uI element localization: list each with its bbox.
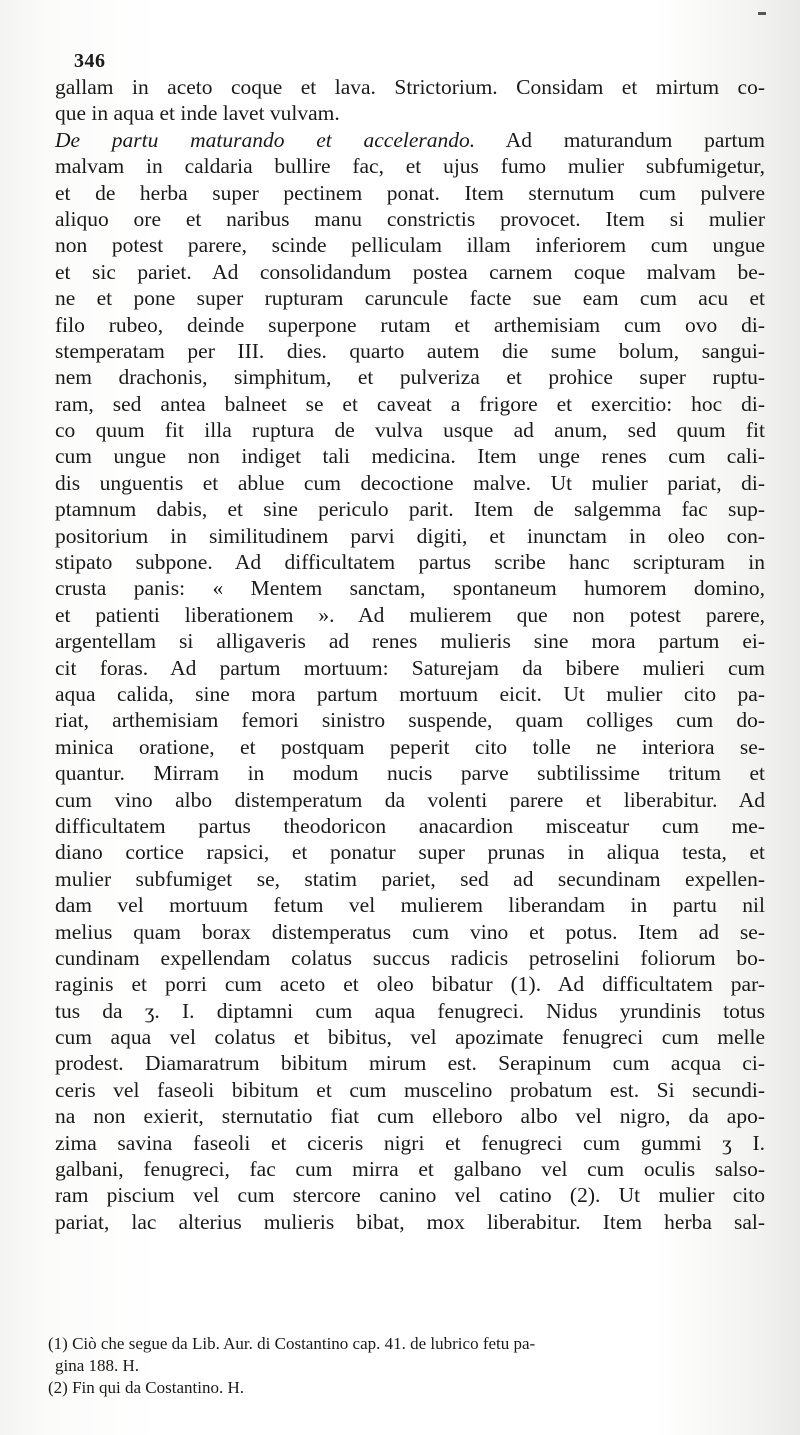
text-line: cit foras. Ad partum mortuum: Saturejam da bibere mulieri cum <box>55 655 765 680</box>
footnote-1-continued: gina 188. H. <box>55 1356 140 1375</box>
text-line: na non exierit, sternutatio fiat cum elleboro albo vel nigro, da apo- <box>55 1104 765 1129</box>
text-line: minica oratione, et postquam peperit cito tolle ne interiora se- <box>55 734 765 759</box>
text-line: malvam in caldaria bullire fac, et ujus fumo mulier subfumigetur, <box>55 154 765 179</box>
text-line: et sic pariet. Ad consolidandum postea carnem coque malvam be- <box>55 259 765 284</box>
text-line: aliquo ore et naribus manu constrictis provocet. Item si mulier <box>55 206 765 231</box>
text-line: stemperatam per III. dies. quarto autem die sume bolum, sangui- <box>55 338 765 363</box>
text-line: tus da ʒ. I. diptamni cum aqua fenugreci. Nidus yrundinis totus <box>55 998 765 1023</box>
text-line: melius quam borax distemperatus cum vino et potus. Item ad se- <box>55 919 765 944</box>
text-line: quantur. Mirram in modum nucis parve subtilissime tritum et <box>55 761 765 786</box>
section-heading: De partu maturando et accelerando. <box>55 127 476 152</box>
text-line: zima savina faseoli et ciceris nigri et fenugreci cum gummi ʒ I. <box>55 1130 765 1155</box>
footnote-1: (1) Ciò che segue da Lib. Aur. di Costantino cap. 41. de lubrico fetu pa- <box>48 1334 536 1353</box>
text-line: et patienti liberationem ». Ad mulierem que non potest parere, <box>55 602 765 627</box>
text-line: filo rubeo, deinde superpone rutam et arthemisiam cum ovo di- <box>55 312 765 337</box>
text-line: riat, arthemisiam femori sinistro suspende, quam colliges cum do- <box>55 708 765 733</box>
text-line: galbani, fenugreci, fac cum mirra et galbano vel cum oculis salso- <box>55 1157 765 1182</box>
text-line: raginis et porri cum aceto et oleo bibatur (1). Ad difficultatem par- <box>55 972 765 997</box>
text-line: pariat, lac alterius mulieris bibat, mox liberabitur. Item herba sal- <box>55 1209 765 1234</box>
text-line: non potest parere, scinde pelliculam illam inferiorem cum ungue <box>55 233 765 258</box>
text-line: ceris vel faseoli bibitum et cum muscelino probatum est. Si secundi- <box>55 1077 765 1102</box>
text-line: dis unguentis et ablue cum decoctione malve. Ut mulier pariat, di- <box>55 470 765 495</box>
body-text <box>55 74 765 1235</box>
text-line: mulier subfumiget se, statim pariet, sed ad secundinam expellen- <box>55 866 765 891</box>
text-line: difficultatem partus theodoricon anacardion misceatur cum me- <box>55 813 765 838</box>
page-corner-mark <box>758 12 766 15</box>
text-line: co quum fit illa ruptura de vulva usque ad anum, sed quum fit <box>55 418 765 443</box>
text-line: gallam in aceto coque et lava. Strictorium. Considam et mirtum co- <box>55 75 765 99</box>
text-line: cum aqua vel colatus et bibitus, vel apozimate fenugreci cum melle <box>55 1025 765 1050</box>
text-line: ram piscium vel cum stercore canino vel catino (2). Ut mulier cito <box>55 1183 765 1208</box>
text-line: ne et pone super rupturam caruncule facte sue eam cum acu et <box>55 286 765 311</box>
text-line: cundinam expellendam colatus succus radicis petroselini foliorum bo- <box>55 945 765 970</box>
text-line: dam vel mortuum fetum vel mulierem liberandam in partu nil <box>55 893 765 918</box>
text-line: aqua calida, sine mora partum mortuum eicit. Ut mulier cito pa- <box>55 681 765 706</box>
text-line: argentellam si alligaveris ad renes mulieris sine mora partum ei- <box>55 629 765 654</box>
page-number: 346 <box>74 50 106 72</box>
text-line: positorium in similitudinem parvi digiti, et inunctam in oleo con- <box>55 523 765 548</box>
text-line: et de herba super pectinem ponat. Item sternutum cum pulvere <box>55 180 765 205</box>
text-line: ptamnum dabis, et sine periculo parit. Item de salgemma fac sup- <box>55 497 765 522</box>
footnotes <box>48 1333 716 1399</box>
text-line-heading: De partu maturando et accelerando. Ad maturandum partum <box>55 127 766 152</box>
text-line: prodest. Diamaratrum bibitum mirum est. Serapinum cum acqua ci- <box>55 1051 765 1076</box>
text-line: que in aqua et inde lavet vulvam. <box>55 101 340 126</box>
footnote-2: (2) Fin qui da Costantino. H. <box>48 1378 244 1397</box>
text-line: stipato subpone. Ad difficultatem partus scribe hanc scripturam in <box>55 550 765 575</box>
text-line: ram, sed antea balneet se et caveat a frigore et exercitio: hoc di- <box>55 391 765 416</box>
text-line: nem drachonis, simphitum, et pulveriza et prohice super ruptu- <box>55 365 765 390</box>
text-line: cum ungue non indiget tali medicina. Item unge renes cum cali- <box>55 444 765 469</box>
text-line: cum vino albo distemperatum da volenti parere et liberabitur. Ad <box>55 787 765 812</box>
text-line: diano cortice rapsici, et ponatur super prunas in aliqua testa, et <box>55 840 765 865</box>
text-line: crusta panis: « Mentem sanctam, spontaneum humorem domino, <box>55 576 765 601</box>
